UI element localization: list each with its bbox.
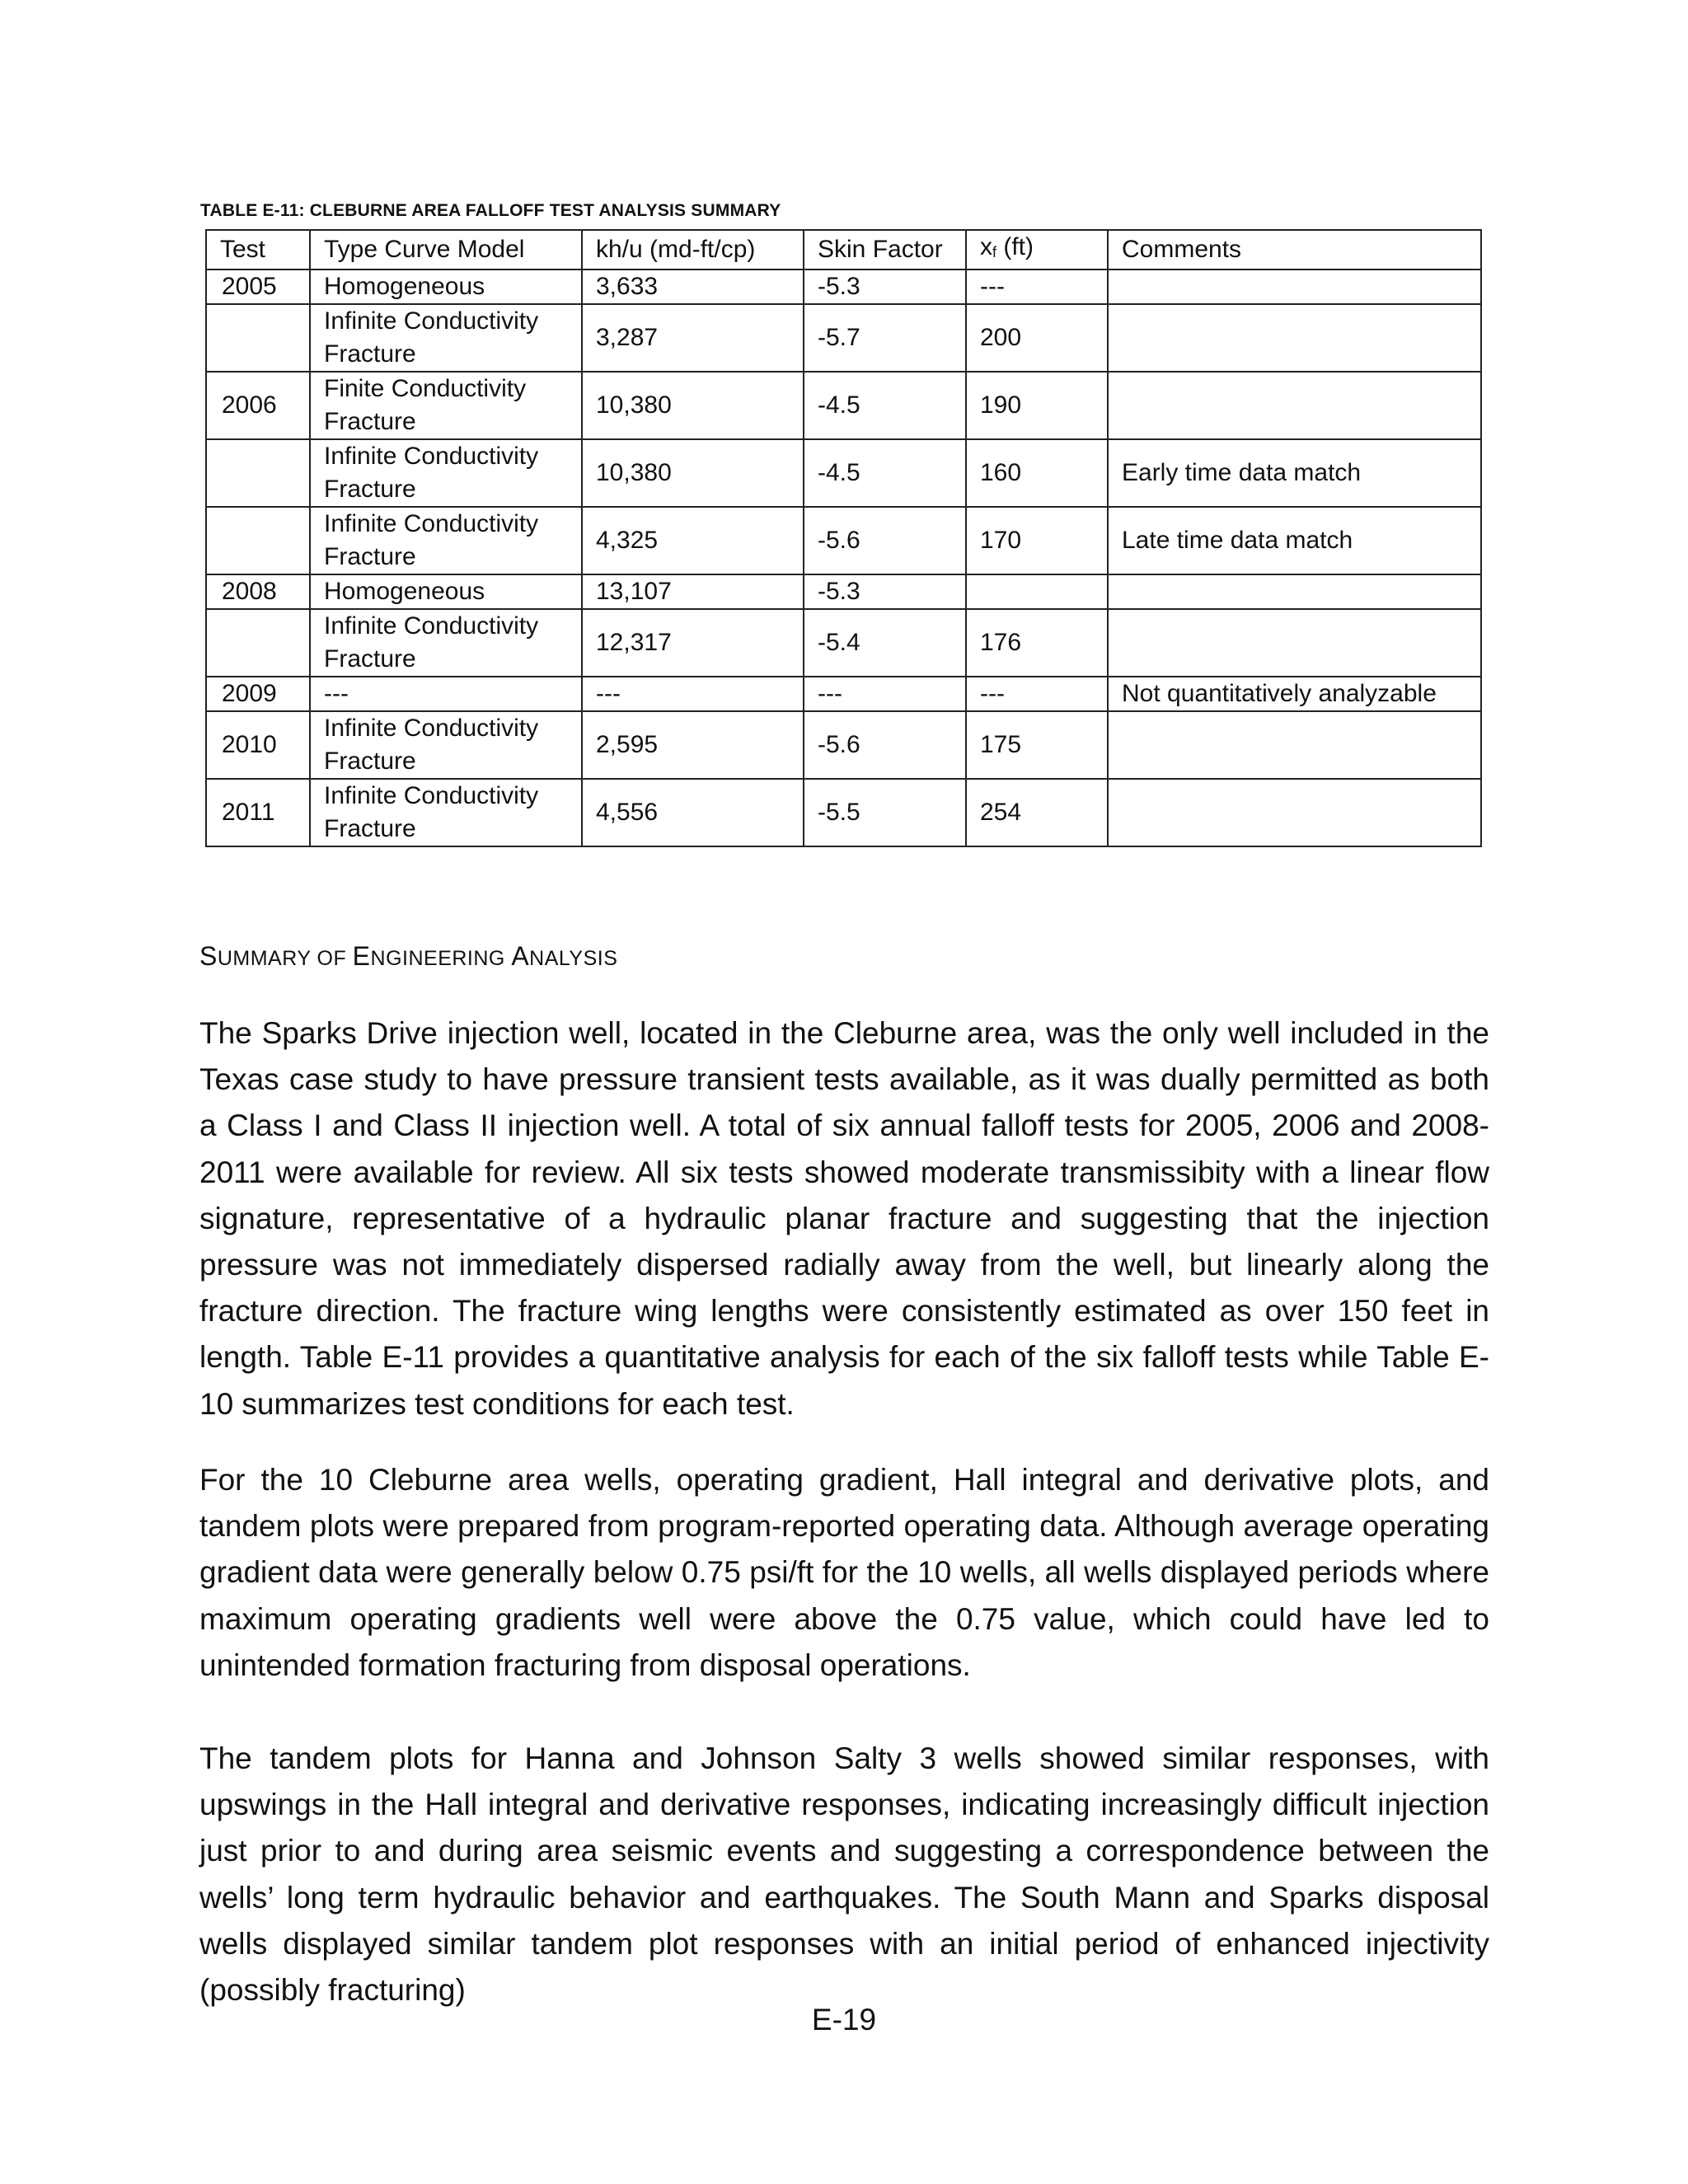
cell-khu: 3,287 <box>582 304 804 372</box>
body-paragraph: The Sparks Drive injection well, located in the Cleburne area, was the only well included in the Texas case study to have pressure transient tests available, as it was dually permitted as both a Class I and Class II injection well. A total of six annual falloff tests for 2005, 2006 and 2008-2011 were available for review. All six tests showed moderate transmissibity with a linear flow signature, representative of a hydraulic planar fracture and suggesting that the injection pressure was not immediately dispersed radially away from the well, but linearly along the fracture direction. The fracture wing lengths were consistently estimated as over 150 feet in length. Table E-11 provides a quantitative analysis for each of the six falloff tests while Table E-10 summarizes test conditions for each test. <box>199 1016 1489 1421</box>
cell-comments <box>1108 574 1481 609</box>
cell-model: Infinite Conductivity Fracture <box>310 439 582 507</box>
cell-comments <box>1108 711 1481 779</box>
cell-khu: 4,325 <box>582 507 804 574</box>
header-test: Test <box>206 230 310 269</box>
cell-skin: -5.3 <box>804 574 966 609</box>
page-number: E-19 <box>811 2003 877 2036</box>
cell-skin: -4.5 <box>804 372 966 439</box>
cell-test: 2009 <box>206 677 310 711</box>
cell-model: Infinite Conductivity Fracture <box>310 779 582 846</box>
cell-khu: 10,380 <box>582 439 804 507</box>
cell-khu: 10,380 <box>582 372 804 439</box>
table-row <box>206 439 1481 507</box>
cell-skin: -5.6 <box>804 711 966 779</box>
cell-model: Infinite Conductivity Fracture <box>310 609 582 677</box>
cell-comments: Early time data match <box>1108 439 1481 507</box>
table-row <box>206 609 1481 677</box>
table-row <box>206 304 1481 372</box>
cell-test: 2010 <box>206 711 310 779</box>
cell-test: 2006 <box>206 372 310 439</box>
cell-xf: 190 <box>966 372 1108 439</box>
header-type-curve-model: Type Curve Model <box>310 230 582 269</box>
cell-xf <box>966 574 1108 609</box>
cell-skin: -5.4 <box>804 609 966 677</box>
cell-model: Infinite Conductivity Fracture <box>310 507 582 574</box>
cell-xf: 176 <box>966 609 1108 677</box>
cell-comments <box>1108 269 1481 304</box>
body-paragraph: For the 10 Cleburne area wells, operating gradient, Hall integral and derivative plots, and tandem plots were prepared from program-reported operating data. Although average operating gradient data were generally below 0.75 psi/ft for the 10 wells, all wells displayed periods where maximum operating gradients well were above the 0.75 value, which could have led to unintended formation fracturing from disposal operations. <box>199 1463 1489 1682</box>
cell-khu: 12,317 <box>582 609 804 677</box>
cell-comments <box>1108 609 1481 677</box>
cell-skin: -4.5 <box>804 439 966 507</box>
section-heading: SUMMARY OF ENGINEERING ANALYSIS <box>199 941 618 971</box>
cell-comments <box>1108 779 1481 846</box>
cell-test: 2011 <box>206 779 310 846</box>
cell-comments: Late time data match <box>1108 507 1481 574</box>
cell-xf: 170 <box>966 507 1108 574</box>
cell-xf: --- <box>966 269 1108 304</box>
table-row <box>206 677 1481 711</box>
table-row <box>206 269 1481 304</box>
cell-comments <box>1108 372 1481 439</box>
cell-model: Infinite Conductivity Fracture <box>310 304 582 372</box>
cell-khu: 4,556 <box>582 779 804 846</box>
table-row <box>206 574 1481 609</box>
header-comments: Comments <box>1108 230 1481 269</box>
header-khu: kh/u (md-ft/cp) <box>582 230 804 269</box>
cell-khu: 3,633 <box>582 269 804 304</box>
cell-khu: --- <box>582 677 804 711</box>
cell-skin: --- <box>804 677 966 711</box>
cell-skin: -5.5 <box>804 779 966 846</box>
cell-skin: -5.7 <box>804 304 966 372</box>
cell-xf: 175 <box>966 711 1108 779</box>
table-caption: TABLE E-11: CLEBURNE AREA FALLOFF TEST ANALYSIS SUMMARY <box>200 201 781 220</box>
table-header-row <box>206 230 1481 269</box>
body-paragraph: The tandem plots for Hanna and Johnson Salty 3 wells showed similar responses, with upswings in the Hall integral and derivative responses, indicating increasingly difficult injection just prior to and during area seismic events and suggesting a correspondence between the wells’ long term hydraulic behavior and earthquakes. The South Mann and Sparks disposal wells displayed similar tandem plot responses with an initial period of enhanced injectivity (possibly fracturing) <box>199 1741 1489 2008</box>
table-row <box>206 507 1481 574</box>
cell-comments: Not quantitatively analyzable <box>1108 677 1481 711</box>
cell-model: Infinite Conductivity Fracture <box>310 711 582 779</box>
cell-test <box>206 609 310 677</box>
cell-comments <box>1108 304 1481 372</box>
cell-xf: 254 <box>966 779 1108 846</box>
cell-test: 2005 <box>206 269 310 304</box>
cell-model: Finite Conductivity Fracture <box>310 372 582 439</box>
table-row <box>206 711 1481 779</box>
cell-model: --- <box>310 677 582 711</box>
cell-khu: 2,595 <box>582 711 804 779</box>
cell-skin: -5.3 <box>804 269 966 304</box>
cell-model: Homogeneous <box>310 269 582 304</box>
cell-khu: 13,107 <box>582 574 804 609</box>
cell-test <box>206 507 310 574</box>
table-row <box>206 779 1481 846</box>
cell-xf: 200 <box>966 304 1108 372</box>
table-row <box>206 372 1481 439</box>
cell-test <box>206 439 310 507</box>
header-skin-factor: Skin Factor <box>804 230 966 269</box>
cell-model: Homogeneous <box>310 574 582 609</box>
cell-test: 2008 <box>206 574 310 609</box>
cell-xf: --- <box>966 677 1108 711</box>
cell-skin: -5.6 <box>804 507 966 574</box>
falloff-summary-table <box>205 229 1482 847</box>
cell-test <box>206 304 310 372</box>
cell-xf: 160 <box>966 439 1108 507</box>
header-xf: xf (ft) <box>966 230 1108 269</box>
